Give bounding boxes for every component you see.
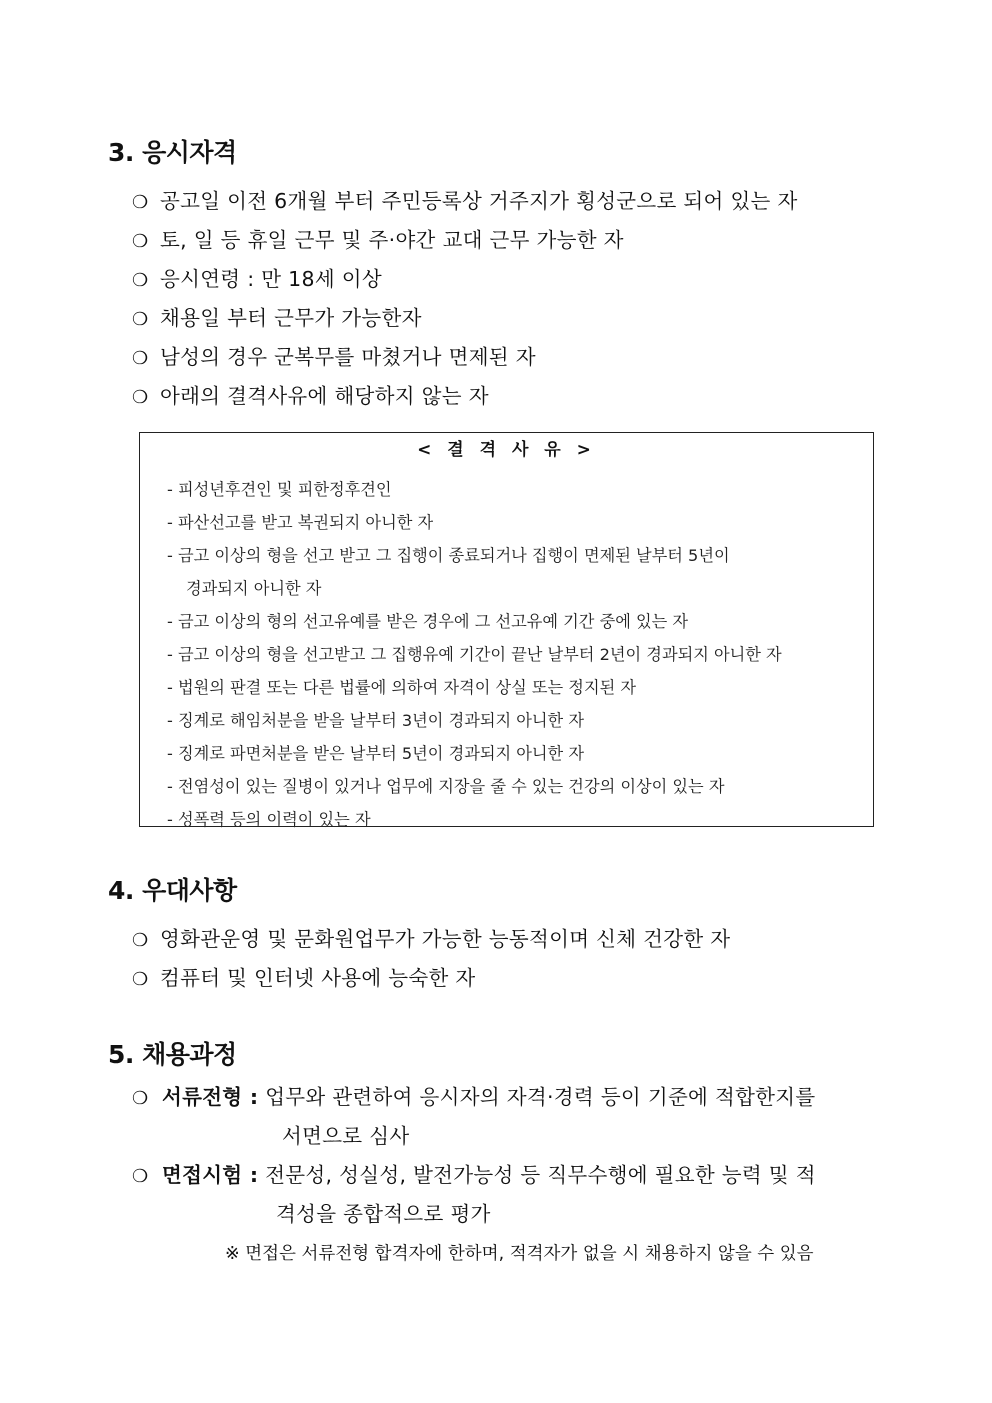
disqualification-line: - 성폭력 등의 이력이 있는 자: [167, 810, 371, 829]
list-item: [132, 961, 476, 991]
section-5-title: 5. 채용과정: [108, 1040, 237, 1069]
circle-bullet-icon: ❍: [132, 231, 149, 252]
disqualification-box: [139, 432, 874, 827]
list-item-text: 토, 일 등 휴일 근무 및 주·야간 교대 근무 가능한 자: [160, 228, 624, 252]
list-item: [132, 301, 422, 331]
disqualification-line: - 금고 이상의 형의 선고유예를 받은 경우에 그 선고유예 기간 중에 있는 자: [167, 612, 689, 631]
circle-bullet-icon: ❍: [132, 192, 149, 213]
list-item: [132, 223, 624, 253]
circle-bullet-icon: ❍: [132, 270, 149, 291]
list-item-text: 아래의 결격사유에 해당하지 않는 자: [160, 384, 489, 408]
circle-bullet-icon: ❍: [132, 309, 149, 330]
process-step-text: 전문성, 성실성, 발전가능성 등 직무수행에 필요한 능력 및 적: [265, 1163, 816, 1187]
disqualification-line: - 전염성이 있는 질병이 있거나 업무에 지장을 줄 수 있는 건강의 이상이 있는 자: [167, 777, 725, 796]
disqualification-line: - 파산선고를 받고 복권되지 아니한 자: [167, 513, 434, 532]
section-3-title: 3. 응시자격: [108, 138, 237, 167]
process-step-label: 면접시험 :: [162, 1163, 259, 1187]
list-item-text: 공고일 이전 6개월 부터 주민등록상 거주지가 횡성군으로 되어 있는 자: [160, 189, 798, 213]
list-item: [132, 922, 730, 952]
disqualification-line: - 금고 이상의 형을 선고받고 그 집행유예 기간이 끝난 날부터 2년이 경과되지 아니한 자: [167, 645, 782, 664]
process-step-continuation: 서면으로 심사: [282, 1124, 410, 1148]
section-4-title: 4. 우대사항: [108, 876, 237, 905]
list-item: [132, 340, 536, 370]
process-step-text: 업무와 관련하여 응시자의 자격·경력 등이 기준에 적합한지를: [265, 1085, 816, 1109]
list-item-text: 채용일 부터 근무가 가능한자: [160, 306, 422, 330]
disqualification-title: < 결 격 사 유 >: [417, 440, 596, 460]
list-item: [132, 184, 798, 214]
process-step-continuation: 격성을 종합적으로 평가: [276, 1202, 491, 1226]
disqualification-line: - 법원의 판결 또는 다른 법률에 의하여 자격이 상실 또는 정지된 자: [167, 678, 637, 697]
circle-bullet-icon: ❍: [132, 1088, 149, 1109]
process-step: [132, 1158, 816, 1188]
circle-bullet-icon: ❍: [132, 930, 149, 951]
list-item: [132, 379, 489, 409]
list-item-text: 영화관운영 및 문화원업무가 가능한 능동적이며 신체 건강한 자: [160, 927, 731, 951]
process-step: [132, 1080, 815, 1110]
disqualification-line: 경과되지 아니한 자: [186, 579, 322, 598]
footnote: ※ 면접은 서류전형 합격자에 한하며, 적격자가 없을 시 채용하지 않을 수 있음: [225, 1244, 814, 1264]
disqualification-line: - 금고 이상의 형을 선고 받고 그 집행이 종료되거나 집행이 면제된 날부터 5년이: [167, 546, 730, 565]
circle-bullet-icon: ❍: [132, 387, 149, 408]
disqualification-line: - 피성년후견인 및 피한정후견인: [167, 480, 392, 499]
list-item-text: 컴퓨터 및 인터넷 사용에 능숙한 자: [160, 966, 476, 990]
disqualification-line: - 징계로 해임처분을 받을 날부터 3년이 경과되지 아니한 자: [167, 711, 584, 730]
list-item: [132, 262, 382, 292]
circle-bullet-icon: ❍: [132, 969, 149, 990]
list-item-text: 남성의 경우 군복무를 마쳤거나 면제된 자: [160, 345, 536, 369]
list-item-text: 응시연령 : 만 18세 이상: [160, 267, 382, 291]
circle-bullet-icon: ❍: [132, 348, 149, 369]
disqualification-line: - 징계로 파면처분을 받은 날부터 5년이 경과되지 아니한 자: [167, 744, 584, 763]
process-step-label: 서류전형 :: [162, 1085, 259, 1109]
circle-bullet-icon: ❍: [132, 1166, 149, 1187]
